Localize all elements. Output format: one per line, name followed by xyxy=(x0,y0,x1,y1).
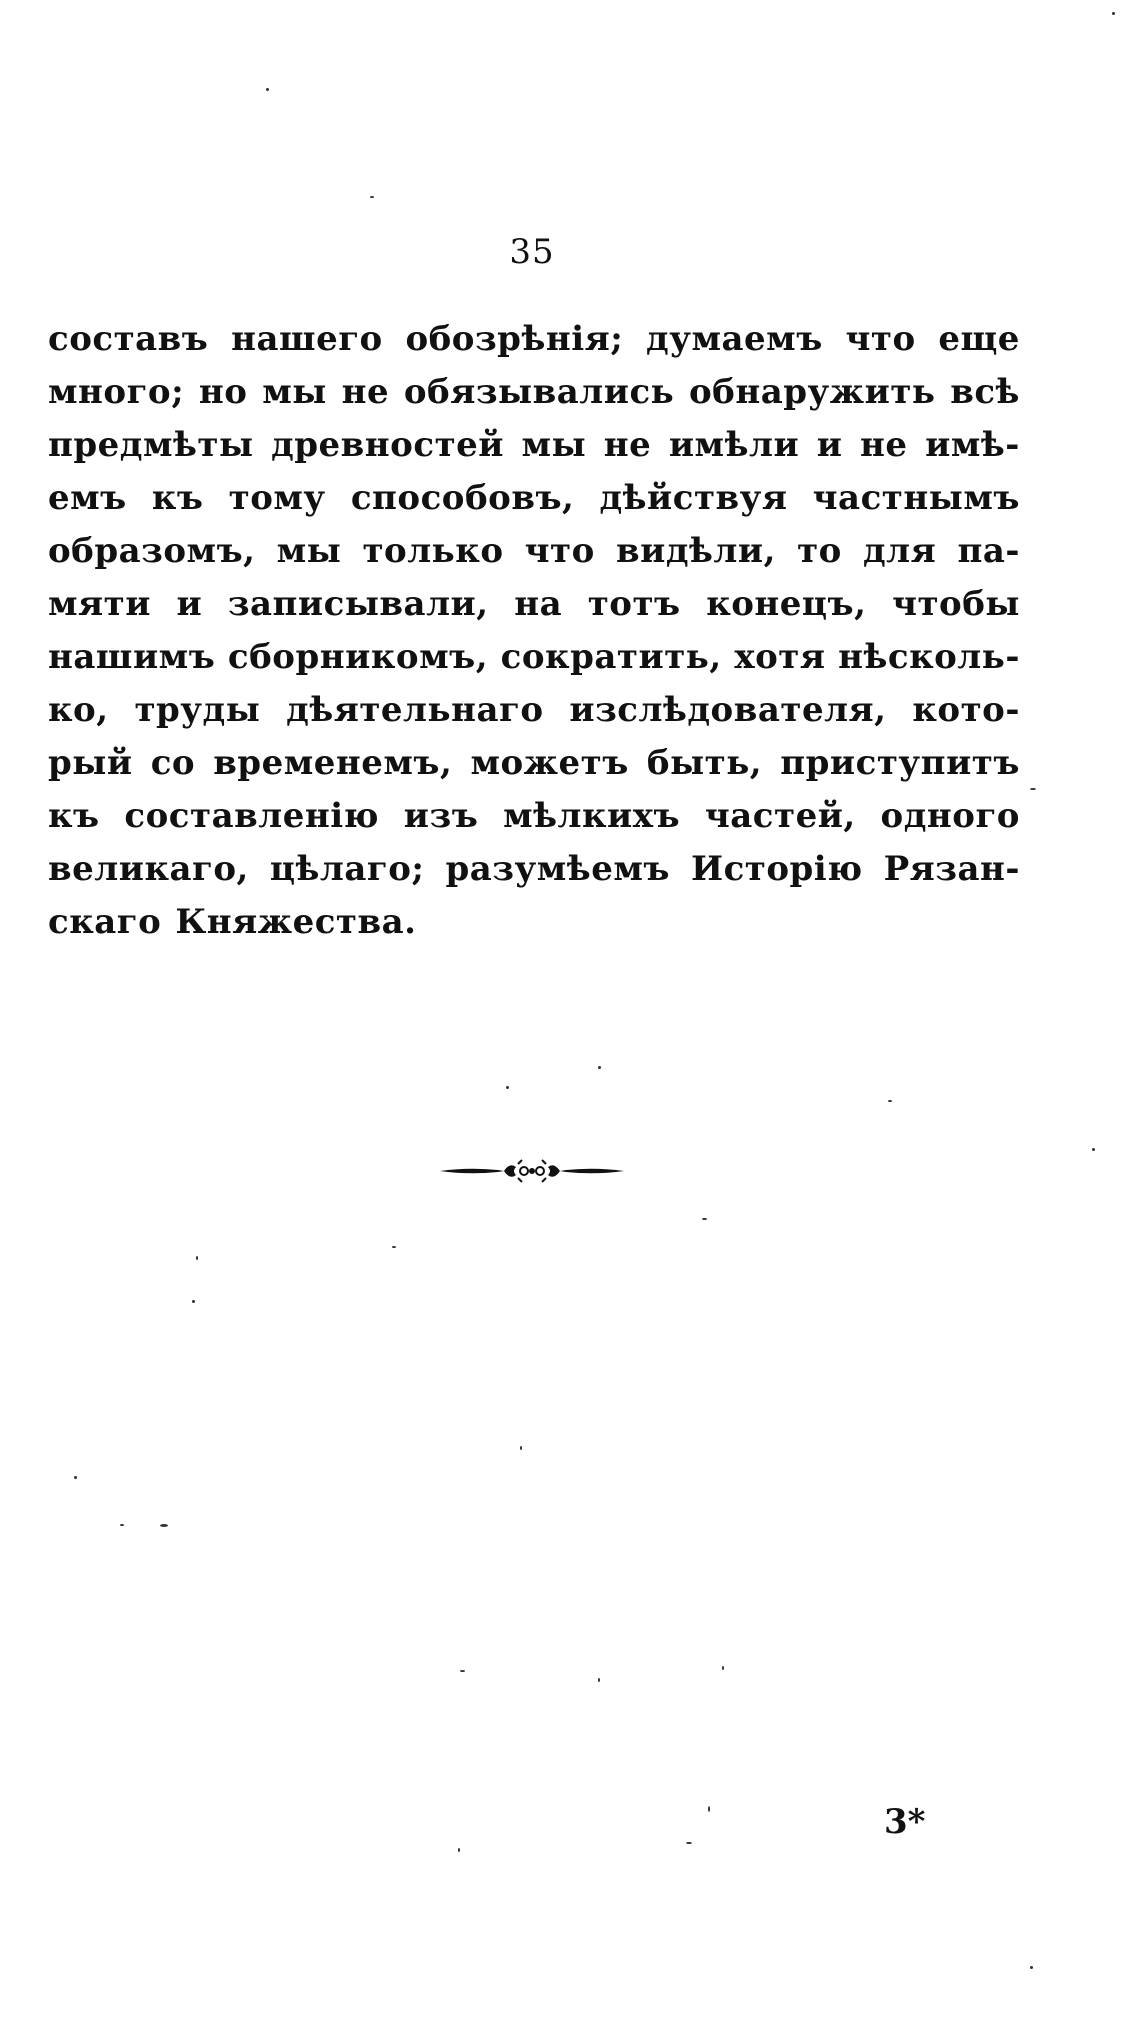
word: па- xyxy=(957,531,1020,571)
word: Княжества. xyxy=(175,902,417,942)
word: думаемъ xyxy=(646,319,823,359)
word: мы xyxy=(276,531,342,571)
word: конецъ, xyxy=(706,584,867,624)
word: много; xyxy=(48,372,185,412)
word: еще xyxy=(938,319,1020,359)
word: дѣйствуя xyxy=(599,478,788,518)
ornament-divider xyxy=(438,1158,626,1184)
text-line xyxy=(48,366,1020,419)
word: обязывались xyxy=(403,372,675,412)
word: мы xyxy=(521,425,587,465)
word: нашимъ xyxy=(48,637,216,677)
word: что xyxy=(845,319,916,359)
word: мѣлкихъ xyxy=(503,796,681,836)
word: рый xyxy=(48,743,133,783)
scan-speck xyxy=(392,1246,396,1248)
word: составленію xyxy=(124,796,379,836)
word: тотъ xyxy=(587,584,681,624)
text-line xyxy=(48,790,1020,843)
word: то xyxy=(797,531,842,571)
scan-speck xyxy=(266,88,269,91)
scan-speck xyxy=(192,1300,195,1303)
text-line xyxy=(48,737,1020,790)
word: на xyxy=(514,584,563,624)
word: разумѣемъ xyxy=(445,849,670,889)
scan-speck xyxy=(598,1066,601,1069)
word: составъ xyxy=(48,319,209,359)
word: къ xyxy=(48,796,100,836)
scan-speck xyxy=(506,1086,509,1089)
text-line xyxy=(48,419,1020,472)
word: обнаружить xyxy=(688,372,936,412)
word: но xyxy=(198,372,248,412)
word: не xyxy=(603,425,652,465)
body-text xyxy=(48,313,1020,949)
word: цѣлаго; xyxy=(269,849,425,889)
word: видѣли, xyxy=(615,531,776,571)
page-number: 35 xyxy=(509,232,555,272)
word: быть, xyxy=(646,743,763,783)
word: образомъ, xyxy=(48,531,256,571)
word: приступитъ xyxy=(780,743,1020,783)
scan-speck xyxy=(120,1524,124,1526)
word: и xyxy=(176,584,203,624)
scan-speck xyxy=(1112,12,1115,15)
word: частей, xyxy=(704,796,856,836)
word: только xyxy=(362,531,504,571)
word: мы xyxy=(262,372,327,412)
word: великаго, xyxy=(48,849,249,889)
scan-speck xyxy=(74,1476,77,1479)
word: къ xyxy=(151,478,204,518)
word: записывали, xyxy=(227,584,489,624)
scan-speck xyxy=(722,1666,724,1670)
scan-speck xyxy=(888,1100,892,1102)
word: не xyxy=(860,425,908,465)
scan-speck xyxy=(1092,1148,1095,1151)
word: что xyxy=(524,531,595,571)
scan-speck xyxy=(458,1848,460,1852)
word: хотя xyxy=(734,637,826,677)
scan-speck xyxy=(460,1670,465,1672)
scan-speck xyxy=(160,1524,168,1527)
word: и xyxy=(816,425,843,465)
scan-speck xyxy=(686,1842,692,1844)
word: со xyxy=(150,743,196,783)
scan-speck xyxy=(598,1678,600,1682)
scan-speck xyxy=(196,1256,198,1260)
word: предмѣты xyxy=(48,425,254,465)
word: всѣ xyxy=(950,372,1020,412)
word: древностей xyxy=(271,425,504,465)
word: Рязан- xyxy=(883,849,1020,889)
text-line-last xyxy=(48,896,1020,949)
word: способовъ, xyxy=(350,478,575,518)
word: частнымъ xyxy=(812,478,1020,518)
word: нашего xyxy=(231,319,383,359)
word: имѣ- xyxy=(925,425,1020,465)
text-line xyxy=(48,313,1020,366)
scan-speck xyxy=(1030,788,1036,790)
word: тому xyxy=(228,478,326,518)
scan-speck xyxy=(520,1446,522,1450)
scan-speck xyxy=(370,196,374,198)
word: мяти xyxy=(48,584,151,624)
word: сократить, xyxy=(500,637,722,677)
word: емъ xyxy=(48,478,127,518)
word: не xyxy=(341,372,390,412)
word: кото- xyxy=(912,690,1020,730)
text-line xyxy=(48,684,1020,737)
word: временемъ, xyxy=(213,743,453,783)
word: изслѣдователя, xyxy=(569,690,887,730)
signature-mark: 3* xyxy=(884,1802,926,1842)
word: нѣсколь- xyxy=(838,637,1020,677)
word: для xyxy=(863,531,937,571)
text-line xyxy=(48,578,1020,631)
text-line xyxy=(48,631,1020,684)
text-line xyxy=(48,472,1020,525)
word: одного xyxy=(880,796,1020,836)
scan-speck xyxy=(1030,1966,1033,1969)
word: скаго xyxy=(48,902,162,942)
word: изъ xyxy=(403,796,479,836)
word: обозрѣнія; xyxy=(405,319,624,359)
word: Исторію xyxy=(690,849,863,889)
word: труды xyxy=(134,690,261,730)
word: сборникомъ, xyxy=(227,637,489,677)
scan-speck xyxy=(708,1806,710,1812)
word: чтобы xyxy=(892,584,1020,624)
word: можетъ xyxy=(470,743,629,783)
word: имѣли xyxy=(668,425,800,465)
word: ко, xyxy=(48,690,109,730)
word: дѣятельнаго xyxy=(286,690,544,730)
text-line xyxy=(48,525,1020,578)
text-line xyxy=(48,843,1020,896)
scan-speck xyxy=(702,1218,707,1220)
